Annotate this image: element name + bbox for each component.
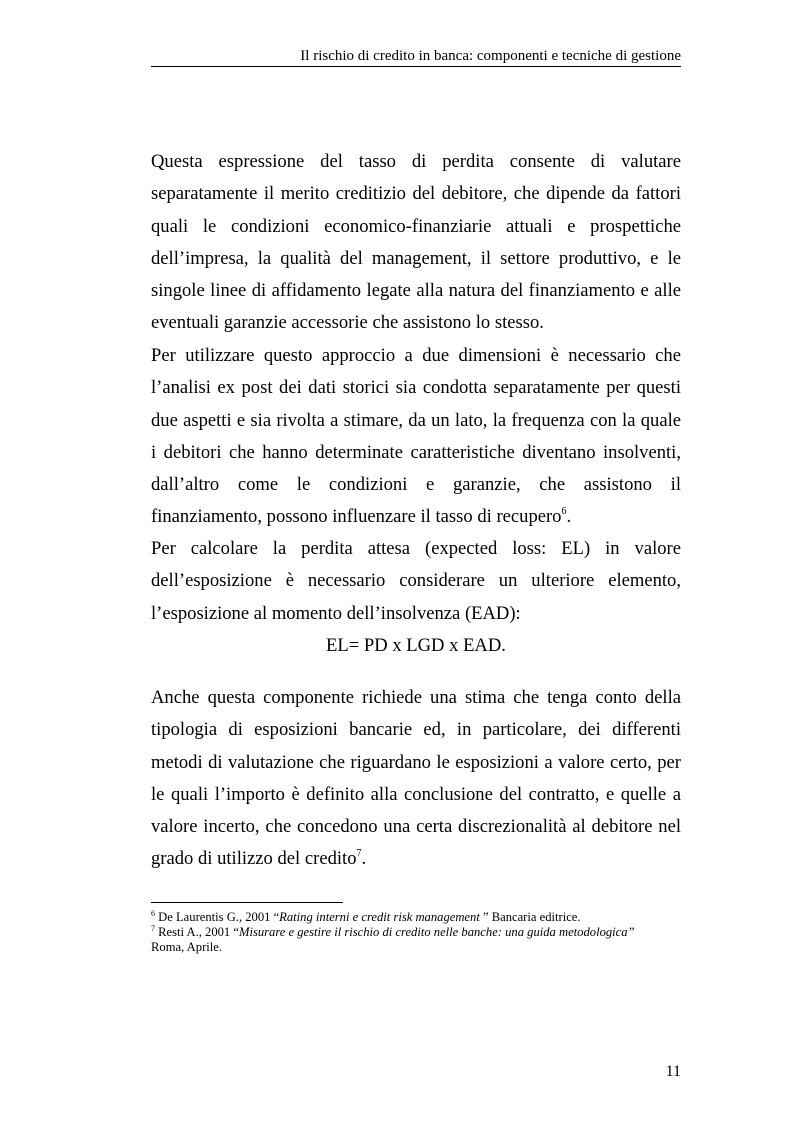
footnotes [151, 910, 681, 955]
footnote-rule [151, 902, 343, 903]
text-line-with-footnote [151, 843, 681, 875]
text-line: eventuali garanzie accessorie che assistono lo stesso. [151, 312, 544, 334]
footnote-title: Misurare e gestire il rischio di credito nelle banche: una guida metodologica” [238, 925, 635, 939]
page-number: 11 [665, 1063, 681, 1080]
text-line: metodi di valutazione che riguardano le esposizioni a valore certo, per [151, 751, 681, 773]
text-line: dall’altro come le condizioni e garanzie, che assistono il [151, 474, 681, 496]
paragraph-1 [151, 146, 681, 340]
paragraph-3 [151, 533, 681, 630]
text-line: due aspetti e sia rivolta a stimare, da un lato, la frequenza con la quale [151, 409, 681, 431]
footnote-rest: ” Bancaria editrice. [479, 910, 581, 924]
text-line: Per calcolare la perdita attesa (expected loss: EL) in valore [151, 538, 681, 559]
footnote-author: De Laurentis G., 2001 “ [158, 910, 280, 924]
header-rule [151, 66, 681, 67]
text-line: separatamente il merito creditizio del debitore, che dipende da fattori [151, 183, 681, 205]
text-line: tipologia di esposizioni bancarie ed, in particolare, dei differenti [151, 719, 681, 741]
text-line-with-footnote [151, 501, 681, 533]
sentence-end: . [361, 848, 367, 870]
text-line-content: finanziamento, possono influenzare il tasso di recupero [151, 506, 562, 528]
text-line: le quali l’importo è definito alla conclusione del contratto, e quelle a [151, 783, 681, 805]
paragraph-2 [151, 340, 681, 534]
footnote-title: Rating interni e credit risk management [279, 910, 480, 924]
footnote-6 [151, 910, 681, 925]
formula: EL= PD x LGD x EAD. [326, 635, 506, 656]
footnote-rest-line-2: Roma, Aprile. [151, 940, 223, 954]
text-line: l’esposizione al momento dell’insolvenza (EAD): [151, 602, 521, 624]
text-line: valore incerto, che concedono una certa discrezionalità al debitore nel [151, 816, 681, 838]
paragraph-4 [151, 682, 681, 876]
text-line: l’analisi ex post dei dati storici sia condotta separatamente per questi [151, 377, 681, 399]
text-line: dell’impresa, la qualità del management, il settore produttivo, e le [151, 247, 681, 269]
text-line: quali le condizioni economico-finanziarie attuali e prospettiche [151, 215, 681, 237]
text-line: Per utilizzare questo approccio a due dimensioni è necessario che [151, 345, 681, 366]
running-header: Il rischio di credito in banca: componenti e tecniche di gestione [300, 48, 681, 64]
text-line: Anche questa componente richiede una stima che tenga conto della [151, 687, 681, 708]
footnote-7 [151, 925, 681, 955]
text-line: singole linee di affidamento legate alla natura del finanziamento e alle [151, 280, 681, 302]
footnote-ref-7[interactable]: 7 [356, 848, 362, 860]
text-line: Questa espressione del tasso di perdita consente di valutare [151, 151, 681, 172]
sentence-end: . [566, 506, 572, 528]
text-line: dell’esposizione è necessario considerare un ulteriore elemento, [151, 570, 681, 592]
footnote-number: 6 [151, 909, 155, 918]
footnote-number: 7 [151, 924, 155, 933]
footnote-author: Resti A., 2001 “ [158, 925, 239, 939]
footnote-ref-6[interactable]: 6 [561, 506, 567, 518]
text-line: i debitori che hanno determinate caratteristiche diventano insolventi, [151, 441, 681, 463]
text-line-content: grado di utilizzo del credito [151, 848, 357, 870]
